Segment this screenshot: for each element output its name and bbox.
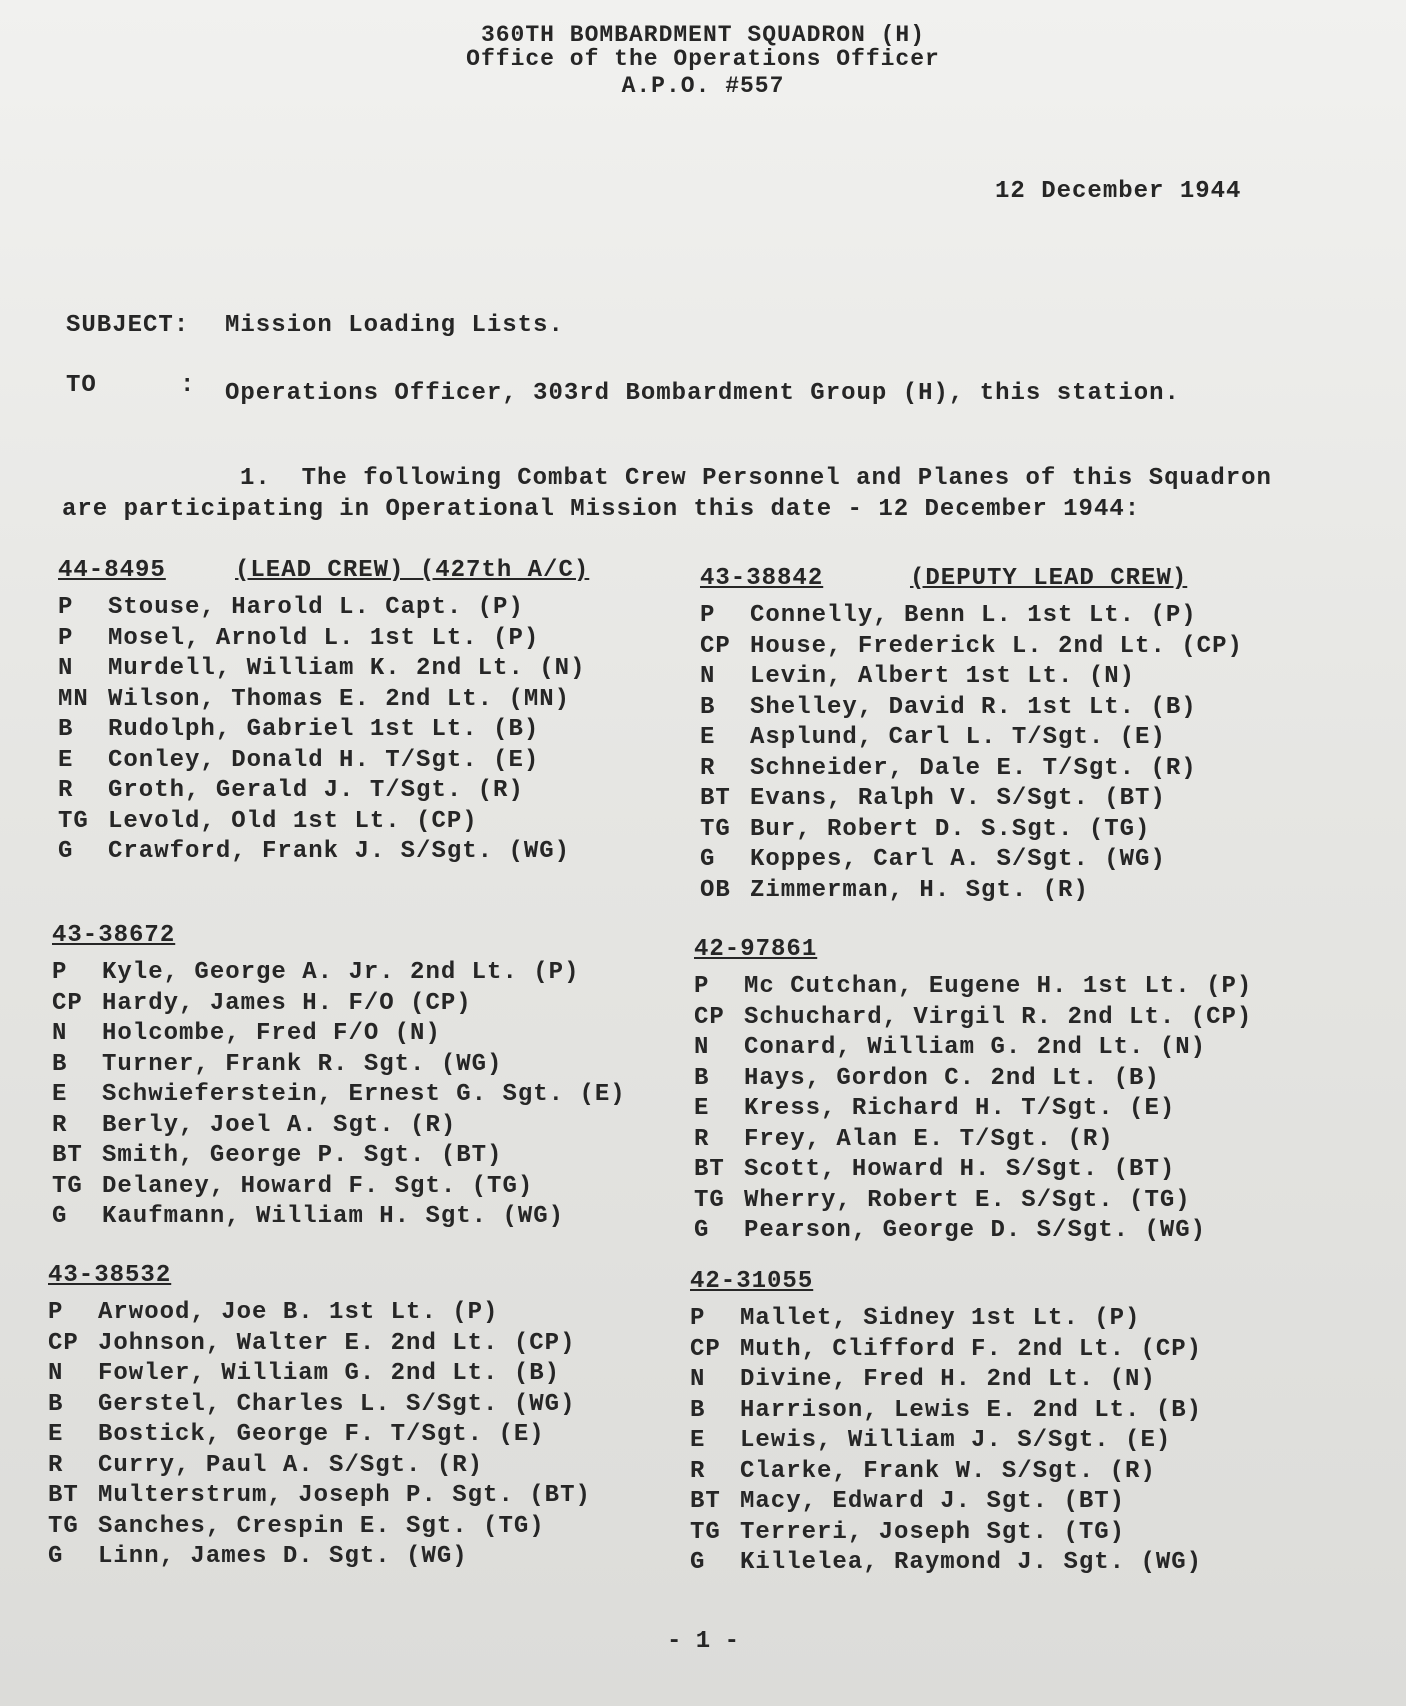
crew-member-row	[694, 972, 1374, 1003]
crew-member-name: Gerstel, Charles L. S/Sgt. (WG)	[98, 1390, 576, 1418]
to-label: TO	[66, 372, 97, 399]
crew-member-name: Kyle, George A. Jr. 2nd Lt. (P)	[102, 959, 580, 986]
crew-position-code: B	[52, 1050, 68, 1078]
crew-member-name: Stouse, Harold L. Capt. (P)	[108, 594, 524, 621]
crew-member-name: Kaufmann, William H. Sgt. (WG)	[102, 1203, 565, 1230]
crew-member-name: Berly, Joel A. Sgt. (R)	[102, 1111, 457, 1139]
crew-position-code: G	[690, 1549, 706, 1576]
crew-position-code: N	[700, 663, 716, 690]
crew-member-row	[58, 746, 738, 777]
crew-position-code: G	[700, 846, 716, 873]
crew-member-name: House, Frederick L. 2nd Lt. (CP)	[750, 632, 1243, 660]
crew-member-row	[58, 837, 738, 868]
crew-member-row	[694, 1003, 1374, 1034]
crew-member-row	[700, 662, 1380, 693]
apo-number: A.P.O. #557	[621, 73, 785, 99]
crew-member-row	[690, 1396, 1370, 1427]
crew-position-code: P	[700, 602, 716, 629]
crew-member-name: Macy, Edward J. Sgt. (BT)	[740, 1488, 1126, 1515]
crew-member-name: Killelea, Raymond J. Sgt. (WG)	[740, 1549, 1203, 1576]
crew-header	[690, 1268, 1370, 1304]
crew-position-code: P	[58, 624, 74, 652]
crew-member-row	[52, 1050, 732, 1081]
crew-member-name: Schwieferstein, Ernest G. Sgt. (E)	[102, 1081, 626, 1108]
aircraft-serial: 43-38842	[700, 565, 824, 592]
crew-header	[52, 922, 732, 958]
to-colon: :	[180, 372, 196, 399]
crew-position-code: N	[52, 1020, 68, 1047]
crew-member-name: Levold, Old 1st Lt. (CP)	[108, 807, 478, 835]
crew-member-row	[52, 1019, 732, 1050]
crew-member-row	[694, 1064, 1374, 1095]
crew-position-code: R	[690, 1457, 706, 1485]
crew-position-code: B	[700, 693, 716, 721]
crew-member-name: Terreri, Joseph Sgt. (TG)	[740, 1518, 1126, 1546]
crew-position-code: BT	[48, 1482, 79, 1509]
crew-member-row	[700, 784, 1380, 815]
crew-member-name: Johnson, Walter E. 2nd Lt. (CP)	[98, 1329, 576, 1357]
crew-position-code: B	[694, 1064, 710, 1092]
crew-position-code: MN	[58, 685, 89, 713]
crew-member-row	[700, 876, 1380, 907]
crew-position-code: P	[694, 973, 710, 1000]
crew-member-name: Holcombe, Fred F/O (N)	[102, 1020, 441, 1047]
crew-member-row	[690, 1426, 1370, 1457]
crew-member-row	[694, 1125, 1374, 1156]
crew-member-name: Muth, Clifford F. 2nd Lt. (CP)	[740, 1335, 1203, 1363]
crew-member-name: Connelly, Benn L. 1st Lt. (P)	[750, 602, 1197, 629]
aircraft-serial: 43-38672	[52, 922, 176, 949]
squadron-name: 360TH BOMBARDMENT SQUADRON (H)	[480, 22, 926, 48]
paragraph-line-1: 1. The following Combat Crew Personnel and Planes of this Squadron	[240, 465, 1272, 492]
office-name: Office of the Operations Officer	[466, 46, 940, 72]
crew-position-code: R	[700, 754, 716, 782]
crew-member-name: Bostick, George F. T/Sgt. (E)	[98, 1421, 545, 1448]
crew-block	[700, 565, 1380, 906]
crew-member-name: Schuchard, Virgil R. 2nd Lt. (CP)	[744, 1003, 1253, 1031]
crew-member-name: Arwood, Joe B. 1st Lt. (P)	[98, 1299, 499, 1326]
crew-member-name: Hardy, James H. F/O (CP)	[102, 989, 472, 1017]
crew-member-row	[48, 1390, 728, 1421]
crew-position-code: BT	[694, 1156, 725, 1183]
crew-member-name: Bur, Robert D. S.Sgt. (TG)	[750, 815, 1151, 843]
crew-member-row	[700, 601, 1380, 632]
crew-header	[694, 936, 1374, 972]
crew-member-name: Scott, Howard H. S/Sgt. (BT)	[744, 1156, 1176, 1183]
crew-member-name: Schneider, Dale E. T/Sgt. (R)	[750, 754, 1197, 782]
crew-member-row	[48, 1542, 728, 1573]
subject-text: Mission Loading Lists.	[225, 312, 564, 339]
crew-member-name: Evans, Ralph V. S/Sgt. (BT)	[750, 785, 1166, 812]
crew-position-code: CP	[690, 1335, 721, 1363]
crew-member-row	[52, 989, 732, 1020]
crew-position-code: N	[690, 1366, 706, 1393]
crew-position-code: N	[694, 1034, 710, 1061]
to-text: Operations Officer, 303rd Bombardment Group (H), this station.	[225, 380, 1180, 407]
crew-member-name: Rudolph, Gabriel 1st Lt. (B)	[108, 716, 540, 743]
crew-position-code: TG	[694, 1186, 725, 1214]
crew-member-name: Conley, Donald H. T/Sgt. (E)	[108, 746, 540, 774]
crew-position-code: G	[694, 1217, 710, 1244]
aircraft-serial: 43-38532	[48, 1262, 172, 1289]
crew-position-code: E	[700, 724, 716, 751]
document-date: 12 December 1944	[995, 178, 1242, 205]
crew-position-code: B	[48, 1390, 64, 1418]
subject-label: SUBJECT:	[66, 312, 190, 339]
crew-member-row	[58, 807, 738, 838]
crew-position-code: BT	[52, 1142, 83, 1169]
crew-header	[58, 557, 738, 593]
crew-position-code: G	[58, 838, 74, 865]
crew-member-name: Delaney, Howard F. Sgt. (TG)	[102, 1172, 534, 1200]
crew-member-name: Wherry, Robert E. S/Sgt. (TG)	[744, 1186, 1191, 1214]
crew-member-name: Murdell, William K. 2nd Lt. (N)	[108, 655, 586, 682]
crew-member-row	[58, 624, 738, 655]
crew-member-name: Mosel, Arnold L. 1st Lt. (P)	[108, 624, 540, 652]
crew-member-row	[700, 815, 1380, 846]
crew-position-code: CP	[694, 1003, 725, 1031]
crew-member-row	[48, 1512, 728, 1543]
crew-member-name: Multerstrum, Joseph P. Sgt. (BT)	[98, 1482, 591, 1509]
crew-position-code: N	[48, 1360, 64, 1387]
crew-member-name: Turner, Frank R. Sgt. (WG)	[102, 1050, 503, 1078]
crew-member-row	[48, 1359, 728, 1390]
crew-member-row	[694, 1033, 1374, 1064]
crew-position-code: CP	[700, 632, 731, 660]
crew-position-code: P	[58, 594, 74, 621]
crew-member-name: Divine, Fred H. 2nd Lt. (N)	[740, 1366, 1156, 1393]
crew-member-name: Shelley, David R. 1st Lt. (B)	[750, 693, 1197, 721]
crew-member-row	[48, 1420, 728, 1451]
crew-position-code: TG	[700, 815, 731, 843]
crew-member-name: Curry, Paul A. S/Sgt. (R)	[98, 1451, 484, 1479]
crew-member-name: Fowler, William G. 2nd Lt. (B)	[98, 1360, 561, 1387]
crew-member-row	[700, 723, 1380, 754]
crew-position-code: E	[48, 1421, 64, 1448]
crew-position-code: R	[48, 1451, 64, 1479]
crew-position-code: BT	[700, 785, 731, 812]
page-number: - 1 -	[666, 1628, 739, 1655]
crew-position-code: CP	[52, 989, 83, 1017]
crew-member-name: Levin, Albert 1st Lt. (N)	[750, 663, 1136, 690]
crew-member-row	[52, 1111, 732, 1142]
crew-designation: (LEAD CREW) (427th A/C)	[235, 557, 590, 584]
crew-member-row	[694, 1186, 1374, 1217]
crew-position-code: TG	[52, 1172, 83, 1200]
crew-member-name: Mc Cutchan, Eugene H. 1st Lt. (P)	[744, 973, 1253, 1000]
crew-member-name: Clarke, Frank W. S/Sgt. (R)	[740, 1457, 1156, 1485]
crew-position-code: P	[48, 1299, 64, 1326]
crew-member-row	[48, 1298, 728, 1329]
aircraft-serial: 42-97861	[694, 936, 818, 963]
crew-block	[694, 936, 1374, 1247]
aircraft-serial: 44-8495	[58, 557, 166, 584]
crew-member-row	[694, 1216, 1374, 1247]
crew-position-code: E	[58, 746, 74, 774]
crew-header	[48, 1262, 728, 1298]
crew-designation: (DEPUTY LEAD CREW)	[910, 565, 1188, 592]
crew-member-row	[52, 1080, 732, 1111]
crew-member-name: Kress, Richard H. T/Sgt. (E)	[744, 1095, 1176, 1122]
crew-member-name: Smith, George P. Sgt. (BT)	[102, 1142, 503, 1169]
crew-position-code: BT	[690, 1488, 721, 1515]
crew-block	[690, 1268, 1370, 1579]
crew-position-code: E	[52, 1081, 68, 1108]
crew-member-row	[690, 1518, 1370, 1549]
crew-position-code: B	[690, 1396, 706, 1424]
crew-member-row	[690, 1365, 1370, 1396]
crew-position-code: TG	[690, 1518, 721, 1546]
paragraph-line-2: are participating in Operational Mission this date - 12 December 1944:	[62, 496, 1141, 523]
crew-position-code: N	[58, 655, 74, 682]
crew-member-name: Pearson, George D. S/Sgt. (WG)	[744, 1217, 1207, 1244]
crew-member-name: Wilson, Thomas E. 2nd Lt. (MN)	[108, 685, 571, 713]
crew-member-row	[52, 1141, 732, 1172]
crew-member-row	[694, 1155, 1374, 1186]
crew-position-code: G	[52, 1203, 68, 1230]
crew-position-code: TG	[48, 1512, 79, 1540]
crew-position-code: R	[58, 777, 74, 804]
crew-position-code: TG	[58, 807, 89, 835]
crew-position-code: OB	[700, 876, 731, 904]
crew-member-name: Conard, William G. 2nd Lt. (N)	[744, 1034, 1207, 1061]
crew-member-row	[690, 1548, 1370, 1579]
crew-member-row	[52, 958, 732, 989]
crew-member-name: Asplund, Carl L. T/Sgt. (E)	[750, 724, 1166, 751]
crew-member-row	[48, 1451, 728, 1482]
crew-position-code: P	[690, 1305, 706, 1332]
crew-member-name: Mallet, Sidney 1st Lt. (P)	[740, 1305, 1141, 1332]
crew-position-code: B	[58, 716, 74, 743]
crew-block	[58, 557, 738, 868]
crew-member-row	[690, 1304, 1370, 1335]
crew-member-name: Sanches, Crespin E. Sgt. (TG)	[98, 1512, 545, 1540]
crew-member-row	[58, 776, 738, 807]
crew-block	[48, 1262, 728, 1573]
crew-block	[52, 922, 732, 1233]
crew-member-row	[48, 1329, 728, 1360]
crew-member-name: Hays, Gordon C. 2nd Lt. (B)	[744, 1064, 1160, 1092]
crew-member-name: Harrison, Lewis E. 2nd Lt. (B)	[740, 1396, 1203, 1424]
crew-header	[700, 565, 1380, 601]
crew-member-row	[700, 754, 1380, 785]
crew-member-name: Zimmerman, H. Sgt. (R)	[750, 876, 1089, 904]
crew-position-code: R	[52, 1111, 68, 1139]
crew-member-row	[700, 845, 1380, 876]
crew-member-name: Koppes, Carl A. S/Sgt. (WG)	[750, 846, 1166, 873]
crew-member-name: Lewis, William J. S/Sgt. (E)	[740, 1427, 1172, 1454]
crew-member-name: Linn, James D. Sgt. (WG)	[98, 1543, 468, 1570]
aircraft-serial: 42-31055	[690, 1268, 814, 1295]
crew-position-code: G	[48, 1543, 64, 1570]
crew-position-code: E	[690, 1427, 706, 1454]
crew-member-row	[690, 1457, 1370, 1488]
crew-member-row	[690, 1487, 1370, 1518]
crew-member-row	[58, 654, 738, 685]
crew-position-code: E	[694, 1095, 710, 1122]
crew-member-row	[52, 1202, 732, 1233]
crew-member-row	[52, 1172, 732, 1203]
crew-member-name: Groth, Gerald J. T/Sgt. (R)	[108, 777, 524, 804]
crew-member-row	[694, 1094, 1374, 1125]
crew-member-row	[700, 693, 1380, 724]
crew-position-code: CP	[48, 1329, 79, 1357]
crew-member-row	[58, 685, 738, 716]
crew-member-row	[58, 715, 738, 746]
crew-member-row	[58, 593, 738, 624]
crew-member-row	[700, 632, 1380, 663]
crew-member-row	[690, 1335, 1370, 1366]
crew-member-name: Frey, Alan E. T/Sgt. (R)	[744, 1125, 1114, 1153]
crew-position-code: R	[694, 1125, 710, 1153]
crew-member-row	[48, 1481, 728, 1512]
crew-member-name: Crawford, Frank J. S/Sgt. (WG)	[108, 838, 571, 865]
crew-position-code: P	[52, 959, 68, 986]
